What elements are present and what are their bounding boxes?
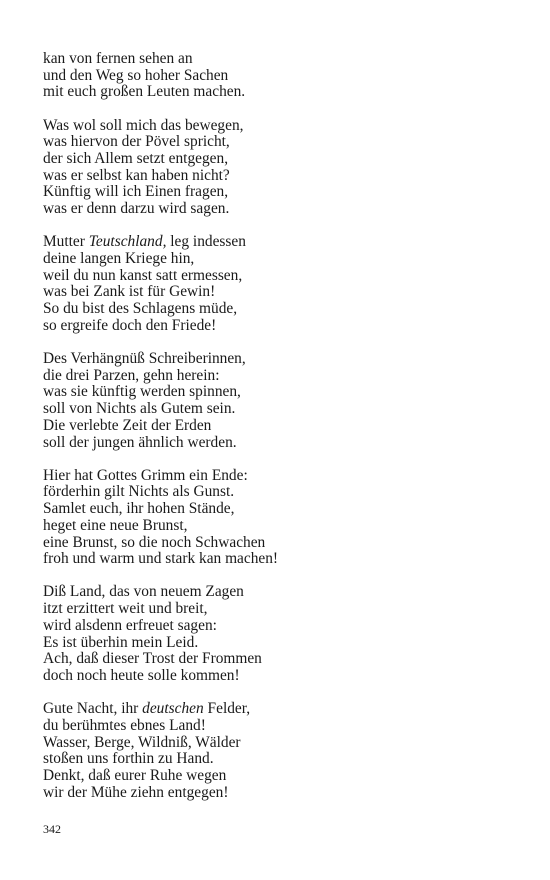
poem-line: doch noch heute solle kommen! bbox=[43, 667, 240, 684]
poem-line: was er denn darzu wird sagen. bbox=[43, 200, 230, 218]
poem-line: Des Verhängnüß Schreiberinnen, bbox=[43, 350, 246, 368]
poem-line: soll der jungen ähnlich werden. bbox=[43, 433, 237, 451]
stanza bbox=[43, 701, 513, 801]
poem-line: heget eine neue Brunst, bbox=[43, 516, 188, 534]
poem-line: so ergreife doch den Friede! bbox=[43, 316, 217, 334]
poem-line: was sie künftig werden spinnen, bbox=[43, 383, 241, 401]
stanza bbox=[43, 584, 513, 684]
poem-line: was bei Zank ist für Gewin! bbox=[43, 283, 216, 301]
poem-line: So du bist des Schlagens müde, bbox=[43, 300, 238, 318]
poem-line: und den Weg so hoher Sachen bbox=[43, 66, 229, 84]
poem-line: Was wol soll mich das bewegen, bbox=[43, 116, 244, 134]
poem-line: Denkt, daß eurer Ruhe wegen bbox=[43, 767, 227, 785]
poem-line: kan von fernen sehen an bbox=[43, 50, 193, 67]
poem-line: Künftig will ich Einen fragen, bbox=[43, 183, 229, 201]
poem-line: Die verlebte Zeit der Erden bbox=[43, 416, 212, 434]
poem-line: mit euch großen Leuten machen. bbox=[43, 83, 246, 101]
stanza bbox=[43, 351, 513, 451]
poem-line: stoßen uns forthin zu Hand. bbox=[43, 750, 214, 768]
stanza bbox=[43, 118, 513, 218]
poem-line: Samlet euch, ihr hohen Stände, bbox=[43, 500, 235, 518]
stanza bbox=[43, 468, 513, 568]
page-number: 342 bbox=[43, 822, 61, 836]
poem-line: Ach, daß dieser Trost der Frommen bbox=[43, 650, 262, 668]
poem-line: Diß Land, das von neuem Zagen bbox=[43, 583, 244, 601]
poem-line: du berühmtes ebnes Land! bbox=[43, 716, 206, 734]
poem-line: eine Brunst, so die noch Schwachen bbox=[43, 533, 266, 551]
poem-line: wir der Mühe ziehn entgegen! bbox=[43, 783, 229, 801]
poem-line-text: leg indessen bbox=[166, 233, 246, 251]
poem-line: Es ist überhin mein Leid. bbox=[43, 633, 199, 651]
poem-line: Hier hat Gottes Grimm ein Ende: bbox=[43, 466, 248, 484]
poem-line-text: Gute Nacht, ihr bbox=[43, 700, 143, 718]
poem-line: was hiervon der Pövel spricht, bbox=[43, 133, 230, 151]
poem-line: die drei Parzen, gehn herein: bbox=[43, 366, 220, 384]
poem-line: soll von Nichts als Gutem sein. bbox=[43, 400, 236, 418]
stanza bbox=[43, 234, 513, 334]
poem-line: itzt erzittert weit und breit, bbox=[43, 600, 208, 618]
poem-line: förderhin gilt Nichts als Gunst. bbox=[43, 483, 235, 501]
poem-line-text: Felder, bbox=[203, 700, 251, 718]
poem-line: deine langen Kriege hin, bbox=[43, 250, 195, 268]
poem-line: Wasser, Berge, Wildniß, Wälder bbox=[43, 733, 241, 751]
poem-line bbox=[43, 701, 513, 718]
stanza bbox=[43, 51, 513, 101]
poem-line: der sich Allem setzt entgegen, bbox=[43, 150, 229, 168]
poem-line: weil du nun kanst satt ermessen, bbox=[43, 266, 243, 284]
poem-line bbox=[43, 234, 513, 251]
poem-text bbox=[43, 51, 513, 818]
poem-line: wird alsdenn erfreuet sagen: bbox=[43, 616, 217, 634]
poem-line: froh und warm und stark kan machen! bbox=[43, 550, 279, 568]
poem-line-emphasis: deutschen bbox=[142, 700, 204, 718]
poem-line-text: Mutter bbox=[43, 233, 89, 251]
poem-line: was er selbst kan haben nicht? bbox=[43, 166, 230, 184]
poem-line-emphasis: Teutschland, bbox=[88, 233, 167, 251]
